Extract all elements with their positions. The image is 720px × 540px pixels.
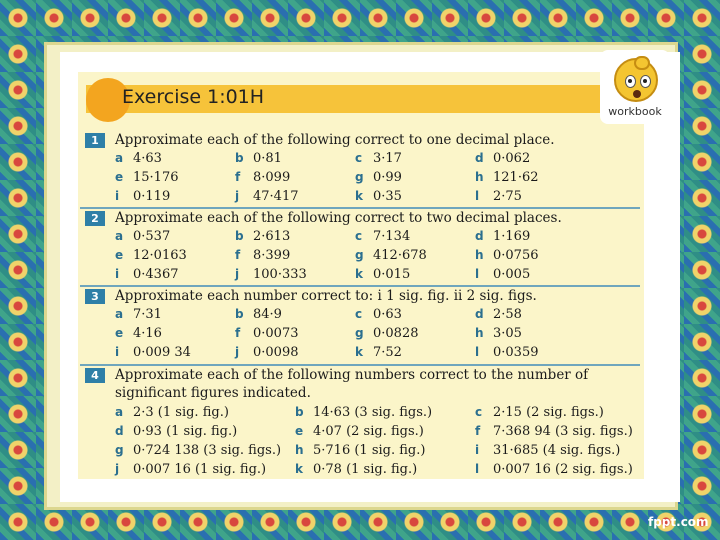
exercise-item xyxy=(235,189,299,204)
exercise-item xyxy=(295,443,425,458)
exercise-item xyxy=(475,267,530,282)
item-value: 0·35 xyxy=(373,189,402,204)
question-number-badge: 1 xyxy=(85,133,105,148)
item-letter: e xyxy=(115,170,124,184)
item-value: 2·58 xyxy=(493,307,522,322)
item-letter: l xyxy=(475,267,480,281)
item-value: 14·63 (3 sig. figs.) xyxy=(313,405,433,420)
workbook-badge xyxy=(600,50,670,124)
item-letter: i xyxy=(115,267,120,281)
right-eye-icon xyxy=(640,75,651,88)
item-letter: k xyxy=(355,345,363,359)
section-divider xyxy=(80,285,640,287)
exercise-item xyxy=(295,405,432,420)
item-value: 7·52 xyxy=(373,345,402,360)
exercise-item xyxy=(355,229,410,244)
item-letter: h xyxy=(475,326,484,340)
item-letter: f xyxy=(235,170,241,184)
exercise-item xyxy=(235,170,290,185)
item-letter: a xyxy=(115,229,124,243)
item-letter: l xyxy=(475,189,480,203)
exercise-item xyxy=(355,307,402,322)
item-letter: c xyxy=(355,229,363,243)
exercise-item xyxy=(355,326,419,341)
exercise-item xyxy=(475,424,633,439)
exercise-title: Exercise 1:01H xyxy=(122,86,265,108)
item-letter: d xyxy=(475,307,484,321)
item-letter: g xyxy=(115,443,124,457)
item-value: 12·0163 xyxy=(133,248,187,263)
exercise-item xyxy=(355,345,402,360)
exercise-item xyxy=(295,424,424,439)
item-letter: f xyxy=(235,248,241,262)
item-value: 8·099 xyxy=(253,170,291,185)
item-letter: k xyxy=(355,267,363,281)
exercise-item xyxy=(115,151,162,166)
item-value: 0·005 xyxy=(493,267,531,282)
exercise-item xyxy=(235,326,299,341)
item-letter: h xyxy=(475,170,484,184)
exercise-item xyxy=(235,267,307,282)
item-letter: g xyxy=(355,170,364,184)
item-letter: c xyxy=(475,405,483,419)
item-value: 0·007 16 (1 sig. fig.) xyxy=(133,462,267,477)
question-prompt-continued: significant figures indicated. xyxy=(115,385,311,401)
exercise-item xyxy=(115,267,179,282)
left-eye-icon xyxy=(625,75,636,88)
item-letter: a xyxy=(115,151,124,165)
workbook-label: workbook xyxy=(608,105,662,118)
item-letter: k xyxy=(295,462,303,476)
item-letter: g xyxy=(355,326,364,340)
exercise-item xyxy=(115,443,281,458)
hand-icon xyxy=(634,56,650,70)
item-letter: j xyxy=(235,345,240,359)
exercise-item xyxy=(235,345,299,360)
item-letter: f xyxy=(235,326,241,340)
item-value: 84·9 xyxy=(253,307,282,322)
exercise-item xyxy=(475,170,539,185)
exercise-item xyxy=(355,267,410,282)
item-value: 2·75 xyxy=(493,189,522,204)
item-letter: j xyxy=(235,189,240,203)
item-value: 7·368 94 (3 sig. figs.) xyxy=(493,424,633,439)
item-value: 3·05 xyxy=(493,326,522,341)
item-value: 31·685 (4 sig. figs.) xyxy=(493,443,621,458)
item-value: 1·169 xyxy=(493,229,531,244)
item-letter: h xyxy=(295,443,304,457)
mouth-icon xyxy=(633,90,641,98)
exercise-item xyxy=(355,248,427,263)
item-value: 0·062 xyxy=(493,151,531,166)
item-letter: e xyxy=(115,326,124,340)
item-value: 0·78 (1 sig. fig.) xyxy=(313,462,418,477)
item-value: 3·17 xyxy=(373,151,402,166)
item-value: 0·81 xyxy=(253,151,282,166)
question-number-badge: 2 xyxy=(85,211,105,226)
exercise-item xyxy=(235,151,282,166)
item-letter: i xyxy=(115,189,120,203)
item-value: 0·009 34 xyxy=(133,345,191,360)
item-value: 121·62 xyxy=(493,170,539,185)
item-letter: i xyxy=(115,345,120,359)
exercise-item xyxy=(115,229,170,244)
item-letter: b xyxy=(235,307,244,321)
exercise-item xyxy=(115,326,162,341)
item-letter: a xyxy=(115,307,124,321)
question-prompt: Approximate each of the following correct to one decimal place. xyxy=(115,132,555,148)
exercise-item xyxy=(475,405,604,420)
item-letter: d xyxy=(115,424,124,438)
item-value: 15·176 xyxy=(133,170,179,185)
question-number-badge: 3 xyxy=(85,289,105,304)
item-value: 4·07 (2 sig. figs.) xyxy=(313,424,424,439)
item-value: 0·724 138 (3 sig. figs.) xyxy=(133,443,282,458)
question-prompt: Approximate each of the following numbers correct to the number of xyxy=(115,367,589,383)
item-value: 0·0828 xyxy=(373,326,419,341)
exercise-item xyxy=(355,151,402,166)
exercise-item xyxy=(475,248,539,263)
footer-brand: fppt.com xyxy=(648,515,709,529)
item-value: 0·537 xyxy=(133,229,171,244)
exercise-item xyxy=(115,462,266,477)
item-letter: k xyxy=(355,189,363,203)
item-letter: j xyxy=(235,267,240,281)
exercise-item xyxy=(115,189,170,204)
item-letter: d xyxy=(475,229,484,243)
item-value: 0·015 xyxy=(373,267,411,282)
item-value: 0·0073 xyxy=(253,326,299,341)
item-value: 2·15 (2 sig. figs.) xyxy=(493,405,604,420)
exercise-item xyxy=(355,189,402,204)
item-letter: e xyxy=(115,248,124,262)
question-prompt: Approximate each number correct to: i 1 sig. fig. ii 2 sig. figs. xyxy=(115,288,537,304)
item-value: 7·134 xyxy=(373,229,411,244)
item-value: 7·31 xyxy=(133,307,162,322)
item-letter: j xyxy=(115,462,120,476)
item-value: 0·4367 xyxy=(133,267,179,282)
exercise-item xyxy=(295,462,417,477)
exercise-item xyxy=(235,229,290,244)
exercise-item xyxy=(475,307,522,322)
item-value: 4·16 xyxy=(133,326,162,341)
exercise-item xyxy=(475,443,620,458)
item-letter: i xyxy=(475,443,480,457)
item-letter: d xyxy=(475,151,484,165)
section-divider xyxy=(80,207,640,209)
question-prompt: Approximate each of the following correct to two decimal places. xyxy=(115,210,562,226)
item-value: 0·99 xyxy=(373,170,402,185)
exercise-item xyxy=(115,170,179,185)
exercise-item xyxy=(475,229,530,244)
item-value: 0·007 16 (2 sig. figs.) xyxy=(493,462,633,477)
exercise-item xyxy=(115,424,237,439)
item-value: 2·613 xyxy=(253,229,291,244)
item-value: 0·63 xyxy=(373,307,402,322)
item-value: 0·0756 xyxy=(493,248,539,263)
item-value: 8·399 xyxy=(253,248,291,263)
item-letter: h xyxy=(475,248,484,262)
exercise-item xyxy=(235,248,290,263)
item-value: 2·3 (1 sig. fig.) xyxy=(133,405,229,420)
exercise-item xyxy=(355,170,402,185)
item-letter: l xyxy=(475,345,480,359)
item-letter: e xyxy=(295,424,304,438)
exercise-item xyxy=(475,151,530,166)
item-value: 412·678 xyxy=(373,248,427,263)
item-value: 0·93 (1 sig. fig.) xyxy=(133,424,238,439)
question-number-badge: 4 xyxy=(85,368,105,383)
exercise-item xyxy=(115,248,187,263)
item-letter: c xyxy=(355,151,363,165)
exercise-item xyxy=(475,345,539,360)
exercise-item xyxy=(475,326,522,341)
item-value: 0·0359 xyxy=(493,345,539,360)
item-value: 100·333 xyxy=(253,267,307,282)
section-divider xyxy=(80,364,640,366)
item-letter: g xyxy=(355,248,364,262)
item-letter: f xyxy=(475,424,481,438)
item-value: 0·0098 xyxy=(253,345,299,360)
item-letter: c xyxy=(355,307,363,321)
item-letter: a xyxy=(115,405,124,419)
item-value: 47·417 xyxy=(253,189,299,204)
item-letter: b xyxy=(235,229,244,243)
exercise-item xyxy=(115,405,229,420)
exercise-item xyxy=(475,189,522,204)
exercise-item xyxy=(235,307,282,322)
item-value: 0·119 xyxy=(133,189,171,204)
exercise-item xyxy=(115,307,162,322)
item-value: 5·716 (1 sig. fig.) xyxy=(313,443,426,458)
item-letter: b xyxy=(295,405,304,419)
exercise-item xyxy=(115,345,191,360)
exercise-item xyxy=(475,462,633,477)
item-value: 4·63 xyxy=(133,151,162,166)
item-letter: b xyxy=(235,151,244,165)
item-letter: l xyxy=(475,462,480,476)
